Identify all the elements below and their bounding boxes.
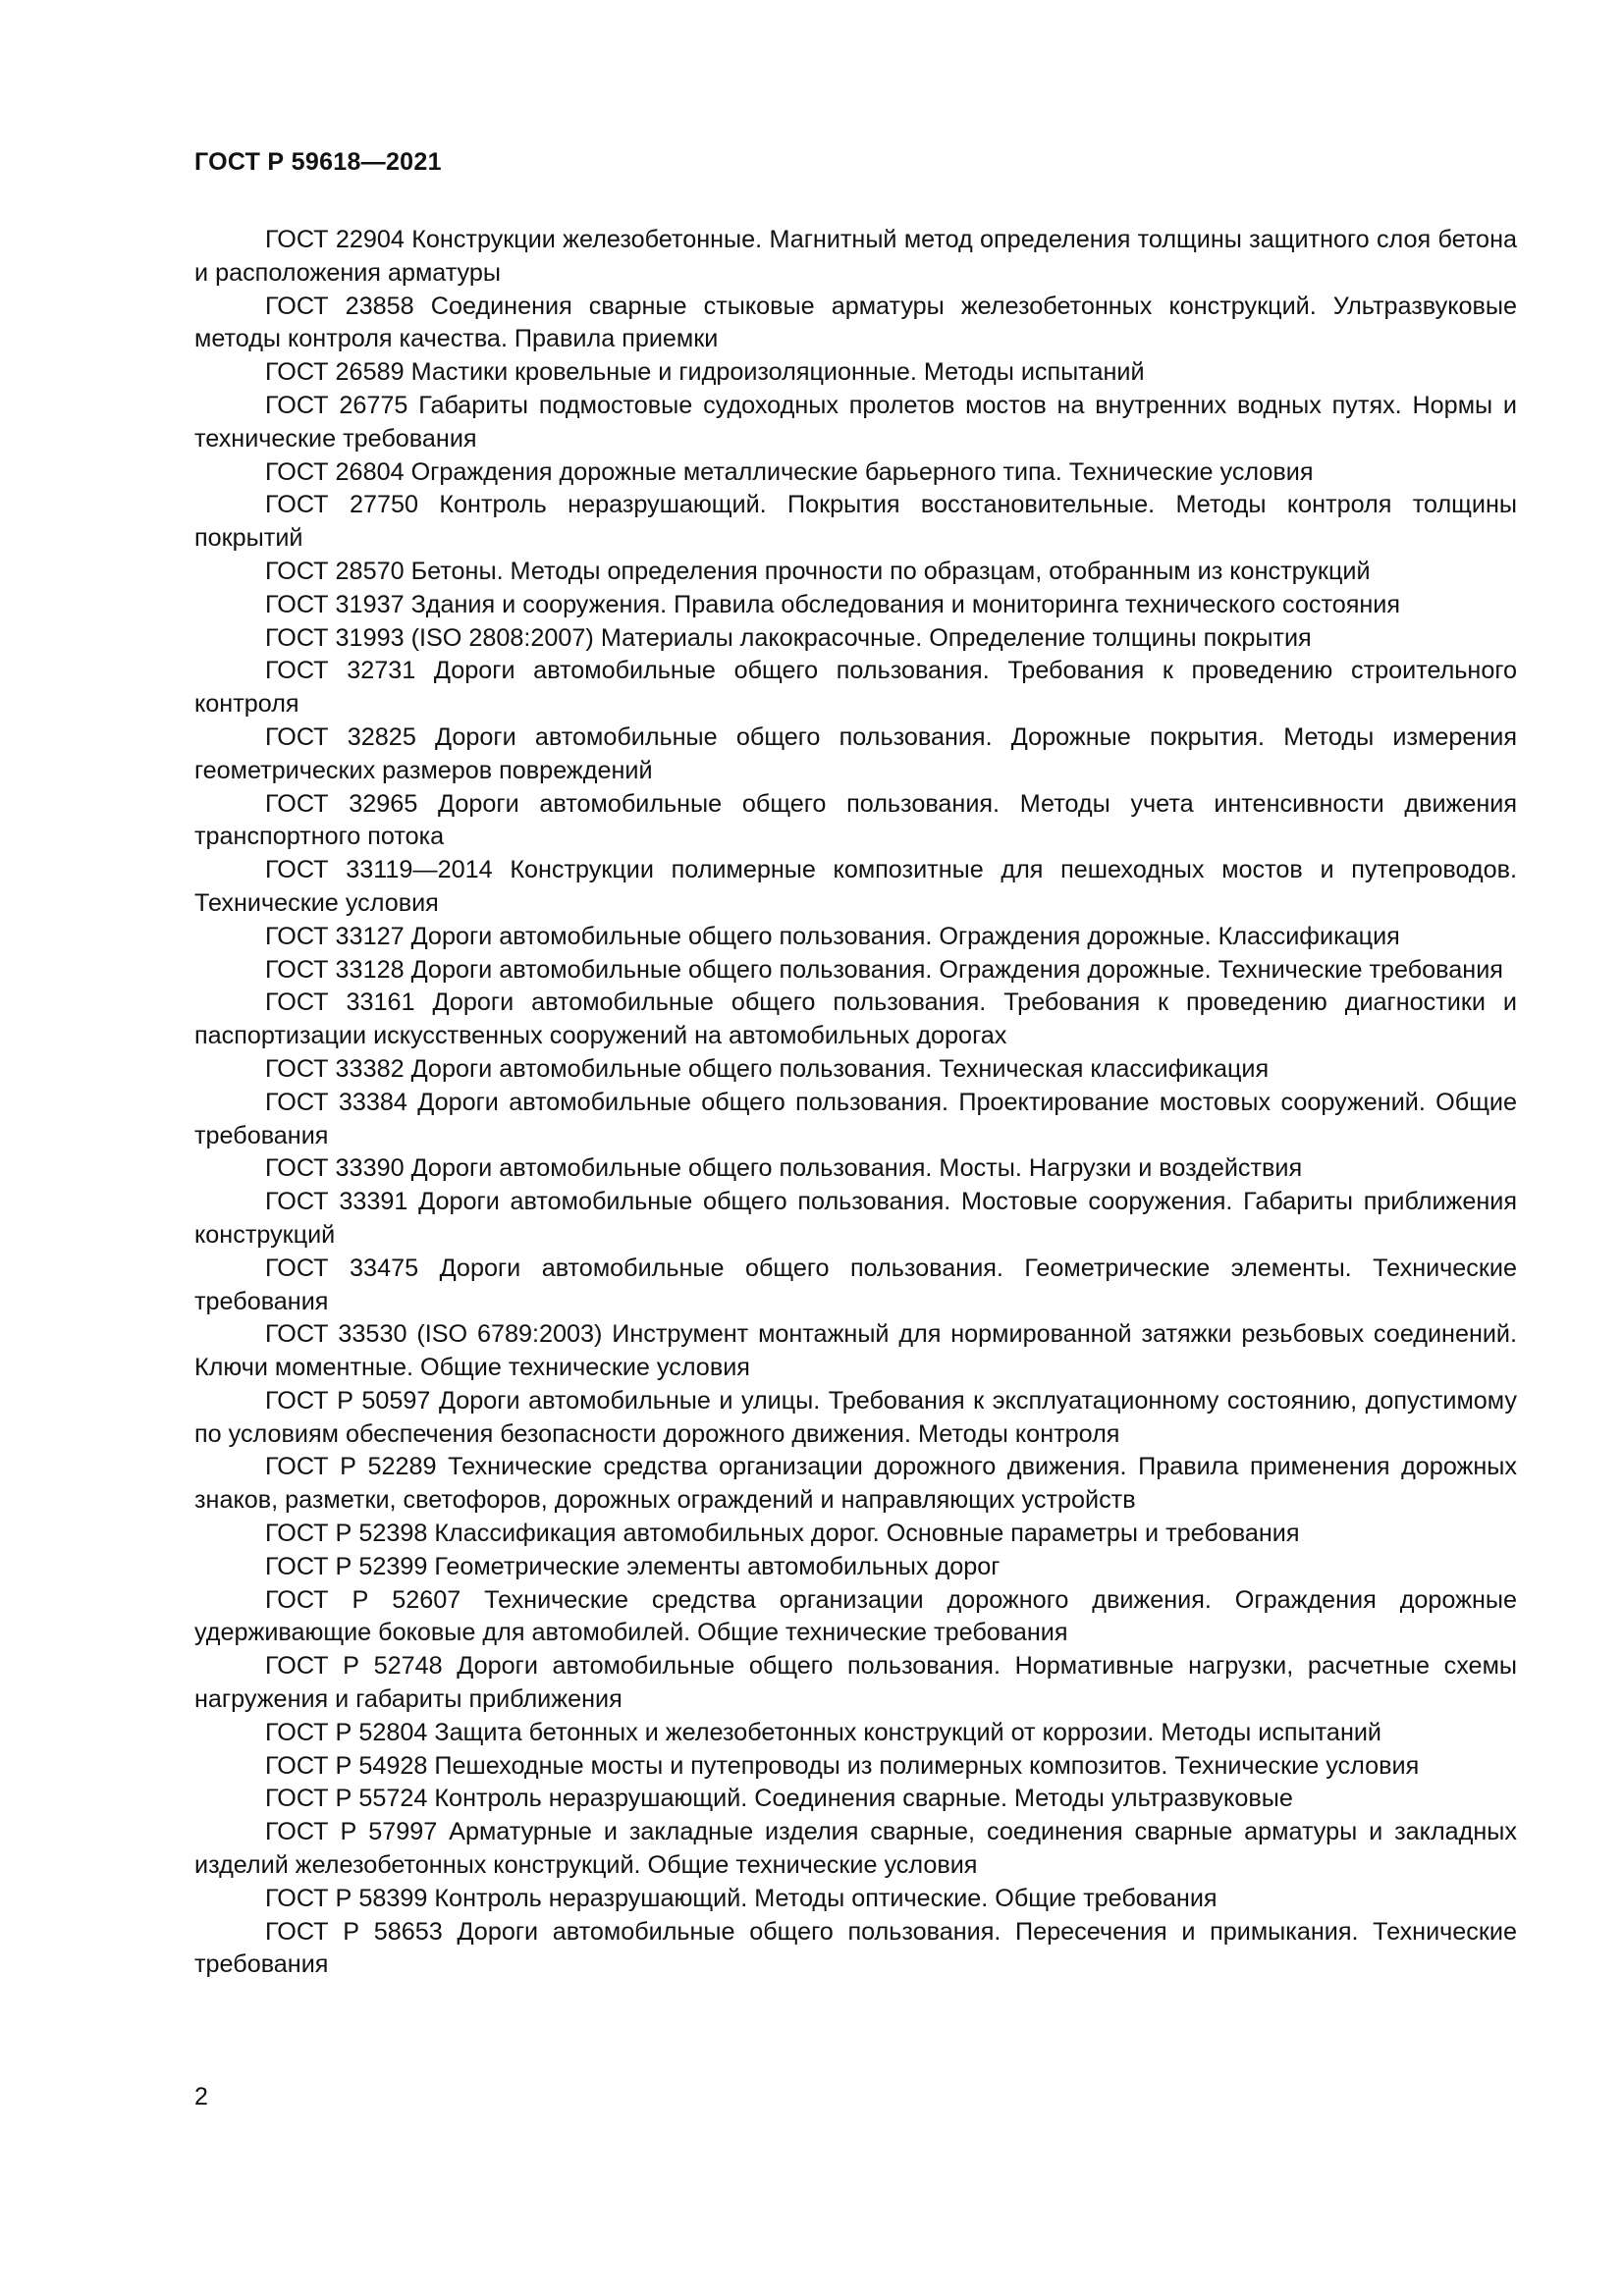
reference-item: ГОСТ 33382 Дороги автомобильные общего пользования. Техническая классификация	[265, 1054, 1270, 1083]
reference-item: ГОСТ 33161 Дороги автомобильные общего пользования. Требования к проведению диагностики и паспортизации искусственных сооружений на автомобильных дорогах	[194, 988, 1517, 1050]
reference-item: ГОСТ Р 52399 Геометрические элементы автомобильных дорог	[265, 1552, 1001, 1580]
reference-item: ГОСТ Р 58399 Контроль неразрушающий. Методы оптические. Общие требования	[265, 1884, 1218, 1912]
reference-item: ГОСТ Р 52748 Дороги автомобильные общего пользования. Нормативные нагрузки, расчетные схемы нагружения и габариты приближения	[194, 1652, 1517, 1714]
reference-item: ГОСТ Р 57997 Арматурные и закладные изделия сварные, соединения сварные арматуры и закладных изделий железобетонных конструкций. Общие технические условия	[194, 1818, 1517, 1880]
reference-item: ГОСТ Р 52289 Технические средства организации дорожного движения. Правила применения дорожных знаков, разметки, светофоров, дорожных ограждений и направляющих устройств	[194, 1453, 1517, 1515]
document-header: ГОСТ Р 59618—2021	[194, 148, 442, 176]
reference-item: ГОСТ Р 55724 Контроль неразрушающий. Соединения сварные. Методы ультразвуковые	[265, 1785, 1293, 1813]
reference-item: ГОСТ 31993 (ISO 2808:2007) Материалы лакокрасочные. Определение толщины покрытия	[265, 623, 1312, 652]
reference-item: ГОСТ 27750 Контроль неразрушающий. Покрытия восстановительные. Методы контроля толщины покрытий	[194, 491, 1517, 553]
reference-item: ГОСТ 33530 (ISO 6789:2003) Инструмент монтажный для нормированной затяжки резьбовых соединений. Ключи моментные. Общие технические условия	[194, 1320, 1517, 1382]
reference-item: ГОСТ 33390 Дороги автомобильные общего пользования. Мосты. Нагрузки и воздействия	[265, 1154, 1303, 1183]
reference-item: ГОСТ Р 58653 Дороги автомобильные общего пользования. Пересечения и примыкания. Технические требования	[194, 1917, 1517, 1979]
reference-item: ГОСТ 23858 Соединения сварные стыковые арматуры железобетонных конструкций. Ультразвуковые методы контроля качества. Правила приемки	[194, 292, 1517, 353]
reference-item: ГОСТ 28570 Бетоны. Методы определения прочности по образцам, отобранным из конструкций	[265, 557, 1371, 585]
reference-item: ГОСТ 26775 Габариты подмостовые судоходных пролетов мостов на внутренних водных путях. Нормы и технические требования	[194, 391, 1517, 453]
reference-item: ГОСТ 33127 Дороги автомобильные общего пользования. Ограждения дорожные. Классификация	[265, 922, 1400, 950]
reference-item: ГОСТ 33128 Дороги автомобильные общего пользования. Ограждения дорожные. Технические требования	[265, 955, 1503, 984]
reference-item: ГОСТ Р 52804 Защита бетонных и железобетонных конструкций от коррозии. Методы испытаний	[265, 1718, 1381, 1746]
reference-item: ГОСТ 26589 Мастики кровельные и гидроизоляционные. Методы испытаний	[265, 358, 1145, 387]
reference-item: ГОСТ Р 52398 Классификация автомобильных дорог. Основные параметры и требования	[265, 1520, 1300, 1548]
reference-item: ГОСТ 33475 Дороги автомобильные общего пользования. Геометрические элементы. Технические требования	[194, 1254, 1517, 1315]
reference-item: ГОСТ 33384 Дороги автомобильные общего пользования. Проектирование мостовых сооружений. Общие требования	[194, 1088, 1517, 1149]
reference-item: ГОСТ 31937 Здания и сооружения. Правила обследования и мониторинга технического состояния	[265, 590, 1400, 618]
reference-item: ГОСТ 33119—2014 Конструкции полимерные композитные для пешеходных мостов и путепроводов. Технические условия	[194, 856, 1517, 917]
reference-item: ГОСТ 32825 Дороги автомобильные общего пользования. Дорожные покрытия. Методы измерения геометрических размеров повреждений	[194, 722, 1517, 784]
reference-item: ГОСТ 22904 Конструкции железобетонные. Магнитный метод определения толщины защитного слоя бетона и расположения арматуры	[194, 226, 1517, 287]
reference-item: ГОСТ 26804 Ограждения дорожные металлические барьерного типа. Технические условия	[265, 457, 1314, 486]
reference-item: ГОСТ 32965 Дороги автомобильные общего пользования. Методы учета интенсивности движения транспортного потока	[194, 789, 1517, 851]
reference-item: ГОСТ 32731 Дороги автомобильные общего пользования. Требования к проведению строительного контроля	[194, 657, 1517, 719]
reference-item: ГОСТ Р 54928 Пешеходные мосты и путепроводы из полимерных композитов. Технические условия	[265, 1751, 1420, 1780]
reference-item: ГОСТ Р 50597 Дороги автомобильные и улицы. Требования к эксплуатационному состоянию, допустимому по условиям обеспечения безопасности дорожного движения. Методы контроля	[194, 1386, 1517, 1448]
normative-references-list	[194, 224, 1517, 1982]
page-number: 2	[194, 2083, 208, 2110]
reference-item: ГОСТ Р 52607 Технические средства организации дорожного движения. Ограждения дорожные удерживающие боковые для автомобилей. Общие технические требования	[194, 1585, 1517, 1647]
reference-item: ГОСТ 33391 Дороги автомобильные общего пользования. Мостовые сооружения. Габариты приближения конструкций	[194, 1188, 1517, 1249]
